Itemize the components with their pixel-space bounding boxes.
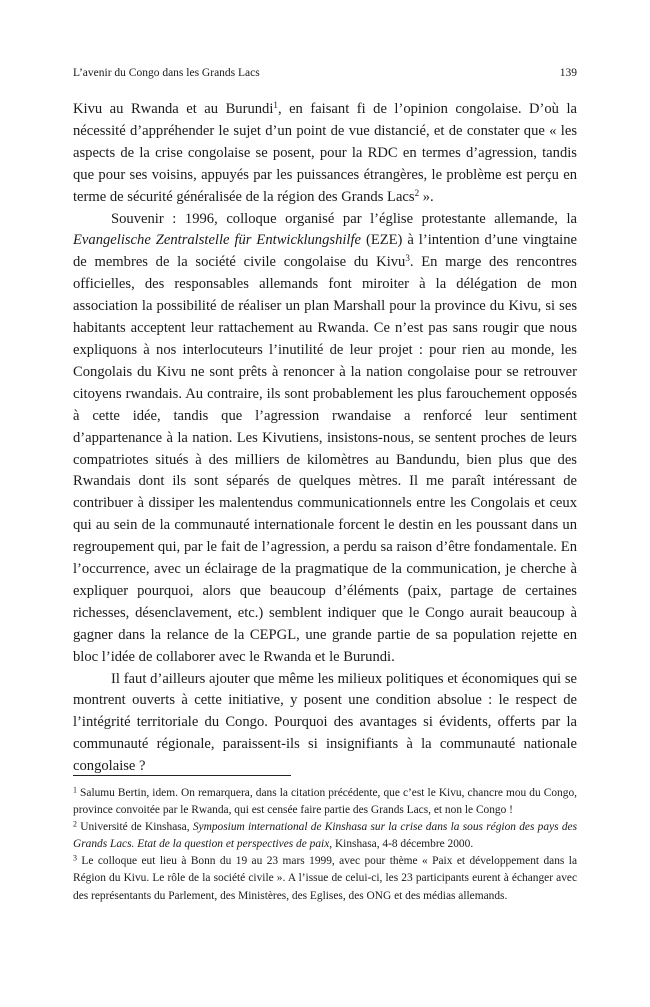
footnote-text: , Kinshasa, 4-8 décembre 2000.	[329, 838, 474, 851]
footnote-separator	[73, 775, 291, 776]
footnote-text: Salumu Bertin, idem. On remarquera, dans la citation précédente, que c’est le Kivu, chancre mou du Congo, province convoitée par le Rwanda, qui est censée faire partie des Grands Lacs, et non le Congo !	[73, 787, 577, 817]
paragraph-1	[73, 99, 577, 209]
running-head-title: L’avenir du Congo dans les Grands Lacs	[73, 67, 260, 79]
footnote-title-italic: Symposium international de Kinshasa sur la crise dans la sous région des pays des Grands Lacs. Etat de la question et perspectives de paix	[73, 821, 578, 851]
footnote-1	[73, 785, 577, 819]
organization-name-italic: Evangelische Zentralstelle für Entwicklungshilfe	[73, 232, 362, 249]
paragraph-text: , en faisant fi de l’opinion congolaise. D’où la nécessité d’appréhender le sujet d’un point de vue distancié, et de constater que « les aspects de la crise congolaise se posent, pour la RDC en termes d’agression, tandis que pour ses voisins, appuyés par les puissances étrangères, le problème est perçu en terme de sécurité généralisée de la région des Grands Lacs	[73, 101, 577, 205]
footnote-number: 1	[73, 785, 77, 795]
footnote-ref-1[interactable]: 1	[273, 100, 278, 111]
footnote-ref-2[interactable]: 2	[414, 187, 420, 198]
footnote-text: Université de Kinshasa,	[76, 821, 193, 834]
paragraph-text: . En marge des rencontres officielles, des responsables allemands font miroiter à la délégation de mon association la possibilité de réaliser un plan Marshall pour la province du Kivu, si ses habitants acceptent leur rattachement au Rwanda. Ce n’est pas sans rougir que nous expliquons à nos interlocuteurs l’inutilité de leur projet : pour rien au monde, les Congolais du Kivu ne sont prêts à renoncer à la nation congolaise pour se retrouver citoyens rwandais. Au contraire, ils sont probablement les plus farouchement opposés à cette idée, tandis que l’agression rwandaise a renforcé leur sentiment d’appartenance à la nation. Les Kivutiens, insistons-nous, se sentent proches de leurs compatriotes situés à des milliers de kilomètres au Bandundu, bien plus que des Rwandais dont ils sont séparés de quelques mètres. Il me paraît intéressant de contribuer à dissiper les malentendus communicationnels entre les Congolais et ceux qui au sein de la communauté internationale forcent le destin en les poussant dans un regroupement qui, par le fait de l’agression, a perdu sa raison d’être fondamentale. En l’occurrence, avec un éclairage de la pragmatique de la communication, je cherche à expliquer pourquoi, alors que beaucoup d’éléments (paix, partage de certaines richesses, désenclavement, etc.) semblent indiquer que le Congo aurait beaucoup à gagner dans la relance de la CEPGL, une grande partie de sa population rejette en bloc l’idée de collaborer avec le Rwanda et le Burundi.	[73, 254, 577, 665]
body-text	[73, 99, 577, 778]
paragraph-text: Souvenir : 1996, colloque organisé par l’église protestante allemande, la	[111, 210, 577, 227]
footnote-3	[73, 853, 577, 904]
footnote-number: 3	[73, 853, 77, 863]
paragraph-3: Il faut d’ailleurs ajouter que même les milieux politiques et économiques qui se montrent ouverts à cette initiative, y posent une condition absolue : le respect de l’intégrité territoriale du Congo. Pourquoi des avantages si évidents, offerts par la communauté régionale, paraissent-ils si insignifiants à la communauté nationale congolaise ?	[73, 670, 577, 775]
paragraph-text: ».	[419, 188, 434, 205]
footnote-ref-3[interactable]: 3	[405, 253, 410, 264]
paragraph-2	[73, 209, 577, 669]
page-number: 139	[559, 67, 577, 79]
footnotes	[73, 785, 577, 905]
footnote-text: Le colloque eut lieu à Bonn du 19 au 23 mars 1999, avec pour thème « Paix et développement dans la Région du Kivu. Le rôle de la société civile ». A l’issue de celui-ci, les 23 participants eurent à échanger avec des représentants du Parlement, des Ministères, des Eglises, des ONG et des médias allemands.	[73, 855, 577, 902]
footnote-2	[73, 819, 577, 853]
footnote-number: 2	[73, 819, 77, 829]
paragraph-text: Kivu au Rwanda et au Burundi	[73, 101, 274, 117]
paragraph-text: (EZE) à l’intention d’une vingtaine de membres de la société civile congolaise du Kivu	[73, 232, 578, 271]
